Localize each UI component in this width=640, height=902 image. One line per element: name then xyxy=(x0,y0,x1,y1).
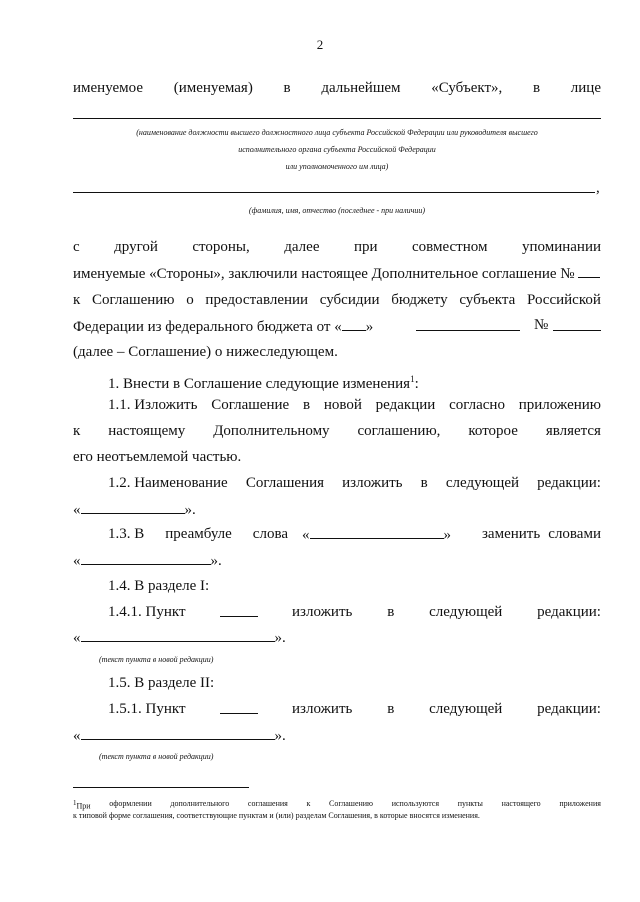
item-1-5-1-words xyxy=(292,700,601,718)
word: изложить xyxy=(292,604,353,620)
word: дальнейшем xyxy=(321,80,401,96)
quote-open: « xyxy=(302,527,310,543)
word: является xyxy=(545,423,601,439)
word: лице xyxy=(570,80,601,96)
footnote-mark: 1 xyxy=(73,799,77,807)
word: предоставлении xyxy=(205,292,309,308)
para-line-1 xyxy=(73,238,601,256)
new-name-blank xyxy=(81,500,185,514)
item-1-colon: : xyxy=(414,376,419,392)
item-1-1-line-1 xyxy=(108,396,601,414)
word: в xyxy=(420,475,428,491)
item-1-5-1-line-2 xyxy=(73,726,286,745)
word: в xyxy=(532,80,541,96)
para-line-4-text: Федерации из федерального бюджета от « xyxy=(73,319,342,335)
word: дополнительного xyxy=(170,799,230,808)
quote-close: ». xyxy=(210,553,222,569)
item-1-2-line-1 xyxy=(108,474,601,492)
name-line-comma: , xyxy=(596,180,600,196)
new-words-blank xyxy=(81,551,211,565)
number-sign: № xyxy=(534,317,549,333)
quote-open: « xyxy=(73,630,81,646)
number-blank xyxy=(553,330,601,331)
word: именуемое xyxy=(73,80,143,96)
para-line-2 xyxy=(73,264,600,283)
word: соглашению, xyxy=(357,423,441,439)
quote-close: ». xyxy=(184,502,196,518)
word: в xyxy=(387,604,395,620)
word: упоминании xyxy=(521,239,601,255)
word: «Субъект», xyxy=(431,80,503,96)
word: далее xyxy=(284,239,320,255)
day-blank xyxy=(342,317,366,331)
word: изложить xyxy=(292,701,353,717)
word: редакции: xyxy=(537,475,601,491)
word: 1.3. В xyxy=(108,526,145,542)
word: в xyxy=(387,701,395,717)
word: бюджету xyxy=(391,292,448,308)
word: субъекта xyxy=(459,292,516,308)
word: словами xyxy=(548,526,601,542)
agreement-number-blank xyxy=(578,264,600,278)
word: о xyxy=(186,292,194,308)
word: Соглашению xyxy=(329,799,374,808)
position-fill-line xyxy=(73,118,601,119)
word: к xyxy=(73,292,81,308)
intro-line xyxy=(73,79,601,97)
word: изложить xyxy=(342,475,403,491)
item-1-5-1-label: 1.5.1. Пункт xyxy=(108,701,186,717)
item-1-4-1-label: 1.4.1. Пункт xyxy=(108,604,186,620)
item-1-5: 1.5. В разделе II: xyxy=(108,675,215,691)
item-1-1-line-2 xyxy=(73,422,601,440)
name-note: (фамилия, имя, отчество (последнее - при наличии) xyxy=(248,206,426,215)
word: совместном xyxy=(412,239,488,255)
word: приложения xyxy=(559,799,601,808)
word: приложению xyxy=(518,397,601,413)
word: слова xyxy=(252,526,288,542)
item-1-3-left xyxy=(108,525,288,543)
word: Соглашению xyxy=(92,292,175,308)
para-line-2-text: именуемые «Стороны», заключили настоящее Дополнительное соглашение № xyxy=(73,266,575,282)
position-note-line-1: (наименование должности высшего должностного лица субъекта Российской Федерации или руководителя высшего xyxy=(136,128,538,137)
point-text-blank xyxy=(81,726,275,740)
word: стороны, xyxy=(192,239,250,255)
word: редакции: xyxy=(537,701,601,717)
word: соглашения xyxy=(247,799,288,808)
quote-close: » xyxy=(443,527,451,543)
footnote-separator xyxy=(73,787,249,788)
item-1-2-line-2 xyxy=(73,500,196,519)
word: при xyxy=(353,239,378,255)
word: используются xyxy=(391,799,440,808)
item-1 xyxy=(108,370,419,393)
word: новой xyxy=(323,397,362,413)
quote-open: « xyxy=(73,728,81,744)
word: заменить xyxy=(482,526,541,542)
item-1-5-1-note: (текст пункта в новой редакции) xyxy=(99,752,214,761)
word: другой xyxy=(114,239,158,255)
item-1-5-1-point-blank xyxy=(220,713,258,714)
old-words-blank xyxy=(310,525,444,539)
point-text-blank xyxy=(81,628,275,642)
word: следующей xyxy=(445,475,520,491)
position-note-line-3: или уполномоченного им лица) xyxy=(285,162,389,171)
item-1-4: 1.4. В разделе I: xyxy=(108,578,210,594)
word: субсидии xyxy=(319,292,380,308)
name-fill-line xyxy=(73,192,595,193)
quote-close: ». xyxy=(274,630,286,646)
word: согласно xyxy=(449,397,505,413)
word: настоящего xyxy=(501,799,541,808)
word: в xyxy=(302,397,311,413)
word: с xyxy=(73,239,80,255)
word: в xyxy=(283,80,291,96)
word: которое xyxy=(468,423,518,439)
word: преамбуле xyxy=(165,526,232,542)
quote-close: » xyxy=(365,319,374,335)
item-1-4-1-point-blank xyxy=(220,616,258,617)
word: оформлении xyxy=(109,799,152,808)
para-line-3 xyxy=(73,291,601,309)
item-1-1-line-3: его неотъемлемой частью. xyxy=(73,449,242,465)
quote-close: ». xyxy=(274,728,286,744)
word: редакции xyxy=(375,397,436,413)
item-1-3-quote xyxy=(302,525,451,544)
word: 1.2. Наименование xyxy=(108,475,228,491)
word: Дополнительному xyxy=(213,423,330,439)
date-blank xyxy=(416,330,520,331)
word: к xyxy=(73,423,81,439)
word: следующей xyxy=(429,701,503,717)
word: редакции: xyxy=(537,604,601,620)
word: к xyxy=(306,799,311,808)
word: Соглашение xyxy=(211,397,290,413)
word: Соглашения xyxy=(245,475,325,491)
footnote-line-2: к типовой форме соглашения, соответствующие пунктам и (или) разделам Соглашения, в которые вносятся изменения. xyxy=(73,811,480,820)
item-1-4-1-words xyxy=(292,603,601,621)
para-line-4 xyxy=(73,317,373,336)
item-1-4-1-line-2 xyxy=(73,628,286,647)
footnote-ref: 1 xyxy=(410,374,415,384)
para-line-5: (далее – Соглашение) о нижеследующем. xyxy=(73,344,338,360)
item-1-text: 1. Внести в Соглашение следующие изменения xyxy=(108,376,411,392)
word: пункты xyxy=(457,799,483,808)
item-1-3-right xyxy=(482,525,601,543)
item-1-3-line-2 xyxy=(73,551,222,570)
quote-open: « xyxy=(73,553,81,569)
word: Российской xyxy=(526,292,601,308)
page-number: 2 xyxy=(316,37,324,52)
quote-open: « xyxy=(73,502,81,518)
word: 1.1. Изложить xyxy=(108,397,198,413)
word: (именуемая) xyxy=(173,80,253,96)
word: следующей xyxy=(429,604,503,620)
item-1-4-1-note: (текст пункта в новой редакции) xyxy=(99,655,214,664)
position-note-line-2: исполнительного органа субъекта Российской Федерации xyxy=(238,145,436,154)
footnote-first-word: При xyxy=(76,801,91,811)
word: настоящему xyxy=(108,423,186,439)
